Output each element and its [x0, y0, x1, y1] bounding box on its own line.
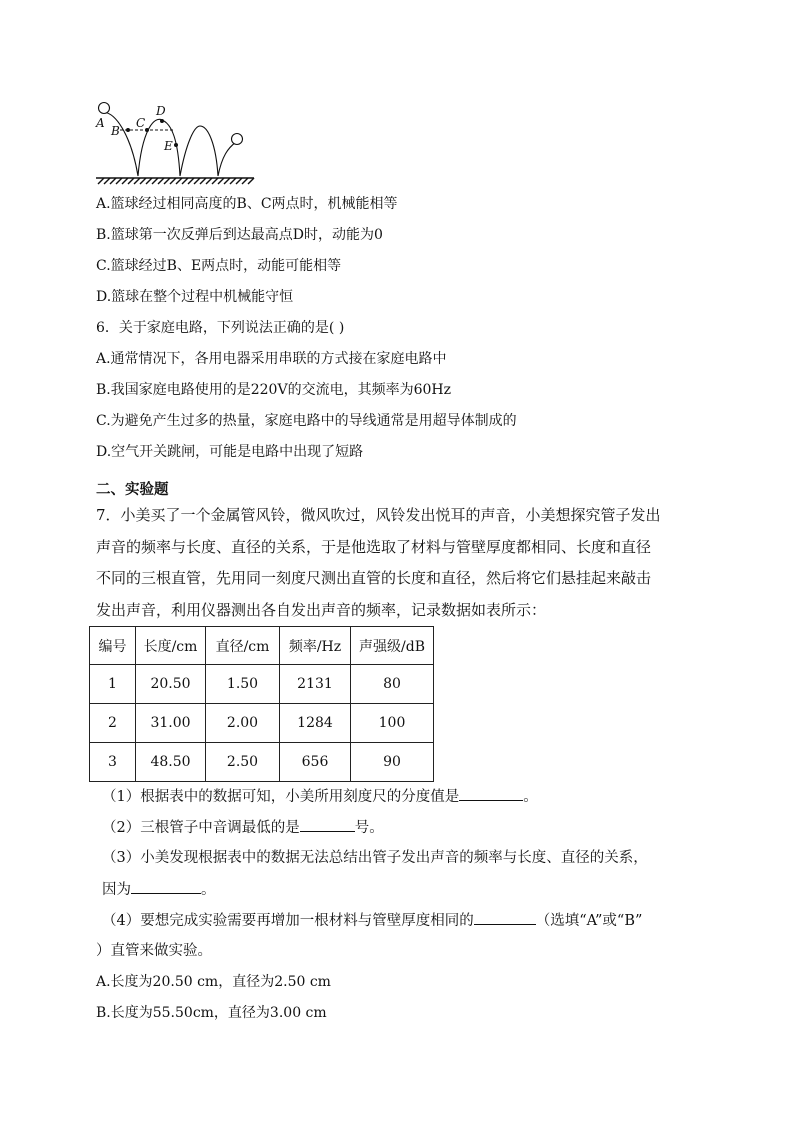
- table-header: 长度/cm: [136, 627, 206, 665]
- q7-sub3-text: 因为: [102, 882, 131, 898]
- label-e: E: [164, 139, 173, 153]
- q6-option-a: A.通常情况下，各用电器采用串联的方式接在家庭电路中: [96, 351, 447, 367]
- table-cell: 656: [280, 743, 351, 782]
- q7-option-b: B.长度为55.50cm，直径为3.00 cm: [96, 1005, 327, 1021]
- q7-sub4-hint: （选填“A”或“B”: [535, 913, 643, 929]
- q7-sub1-end: 。: [523, 789, 538, 805]
- point-c: [145, 128, 149, 132]
- q7-sub2: [102, 817, 384, 838]
- q7-sub1-text: （1）根据表中的数据可知，小美所用刻度尺的分度值是: [102, 789, 460, 805]
- table-header: 声强级/dB: [351, 627, 434, 665]
- answer-blank[interactable]: [459, 786, 523, 801]
- point-d: [160, 119, 164, 123]
- table-cell: 80: [351, 665, 434, 704]
- q7-sub3-line2: [102, 879, 216, 900]
- table-cell: 2.00: [206, 704, 280, 743]
- q7-sub2-text: （2）三根管子中音调最低的是: [102, 820, 300, 836]
- label-b: B: [111, 124, 120, 138]
- q7-sub4-text: （4）要想完成实验需要再增加一根材料与管壁厚度相同的: [102, 913, 474, 929]
- q7-line-2: 声音的频率与长度、直径的关系，于是他选取了材料与管壁厚度都相同、长度和直径: [96, 537, 652, 556]
- q5-option-c: C.篮球经过B、E两点时，动能可能相等: [96, 258, 342, 274]
- ball-end: [232, 134, 243, 145]
- table-header: 频率/Hz: [280, 627, 351, 665]
- section-title: 二、实验题: [96, 481, 169, 498]
- table-header: 直径/cm: [206, 627, 280, 665]
- q5-option-b: B.篮球第一次反弹后到达最高点D时，动能为0: [96, 227, 383, 243]
- label-d: D: [156, 104, 166, 118]
- table-cell: 1284: [280, 704, 351, 743]
- table-header: 编号: [90, 627, 136, 665]
- table-cell: 100: [351, 704, 434, 743]
- point-e: [174, 143, 178, 147]
- q7-line-1: 7．小美买了一个金属管风铃，微风吹过，风铃发出悦耳的声音，小美想探究管子发出: [96, 506, 661, 524]
- table-row: [90, 665, 434, 704]
- q6-option-d: D.空气开关跳闸，可能是电路中出现了短路: [96, 444, 364, 460]
- q5-option-a: A.篮球经过相同高度的B、C两点时，机械能相等: [96, 196, 398, 212]
- table-cell: 20.50: [136, 665, 206, 704]
- table-cell: 48.50: [136, 743, 206, 782]
- q7-line-4: 发出声音，利用仪器测出各自发出声音的频率，记录数据如表所示：: [96, 600, 547, 619]
- q7-sub1: [102, 786, 538, 807]
- q7-line-3: 不同的三根直管，先用同一刻度尺测出直管的长度和直径，然后将它们悬挂起来敲击: [96, 569, 652, 587]
- table-cell: 90: [351, 743, 434, 782]
- table-cell: 2.50: [206, 743, 280, 782]
- q6-option-b: B.我国家庭电路使用的是220V的交流电，其频率为60Hz: [96, 382, 451, 398]
- point-b: [126, 128, 130, 132]
- bouncing-ball-diagram: [94, 100, 264, 186]
- ground-hatch: [96, 178, 254, 184]
- table-cell: 3: [90, 743, 136, 782]
- answer-blank[interactable]: [131, 879, 201, 894]
- table-cell: 1: [90, 665, 136, 704]
- q7-stem: [96, 500, 700, 626]
- q5-option-d: D.篮球在整个过程中机械能守恒: [96, 289, 294, 305]
- table-cell: 31.00: [136, 704, 206, 743]
- answer-blank[interactable]: [300, 817, 355, 832]
- q7-option-a: A.长度为20.50 cm，直径为2.50 cm: [96, 974, 331, 990]
- data-table: [89, 626, 434, 782]
- q7-sub2-end: 号。: [354, 820, 384, 836]
- q7-sub4-line2: ）直管来做实验。: [96, 943, 212, 959]
- label-a: A: [96, 116, 105, 130]
- table-cell: 2: [90, 704, 136, 743]
- table-row: [90, 704, 434, 743]
- label-c: C: [136, 116, 146, 130]
- q7-sub4-line1: [102, 910, 642, 931]
- ball-start: [99, 103, 110, 114]
- table-header-row: [90, 627, 434, 665]
- q7-sub3-line1: （3）小美发现根据表中的数据无法总结出管子发出声音的频率与长度、直径的关系，: [102, 850, 648, 866]
- q7-sub3-end: 。: [201, 882, 216, 898]
- table-cell: 2131: [280, 665, 351, 704]
- q6-stem: 6．关于家庭电路，下列说法正确的是( ): [96, 320, 345, 336]
- answer-blank[interactable]: [474, 910, 536, 925]
- q6-option-c: C.为避免产生过多的热量，家庭电路中的导线通常是用超导体制成的: [96, 413, 517, 429]
- table-row: [90, 743, 434, 782]
- table-cell: 1.50: [206, 665, 280, 704]
